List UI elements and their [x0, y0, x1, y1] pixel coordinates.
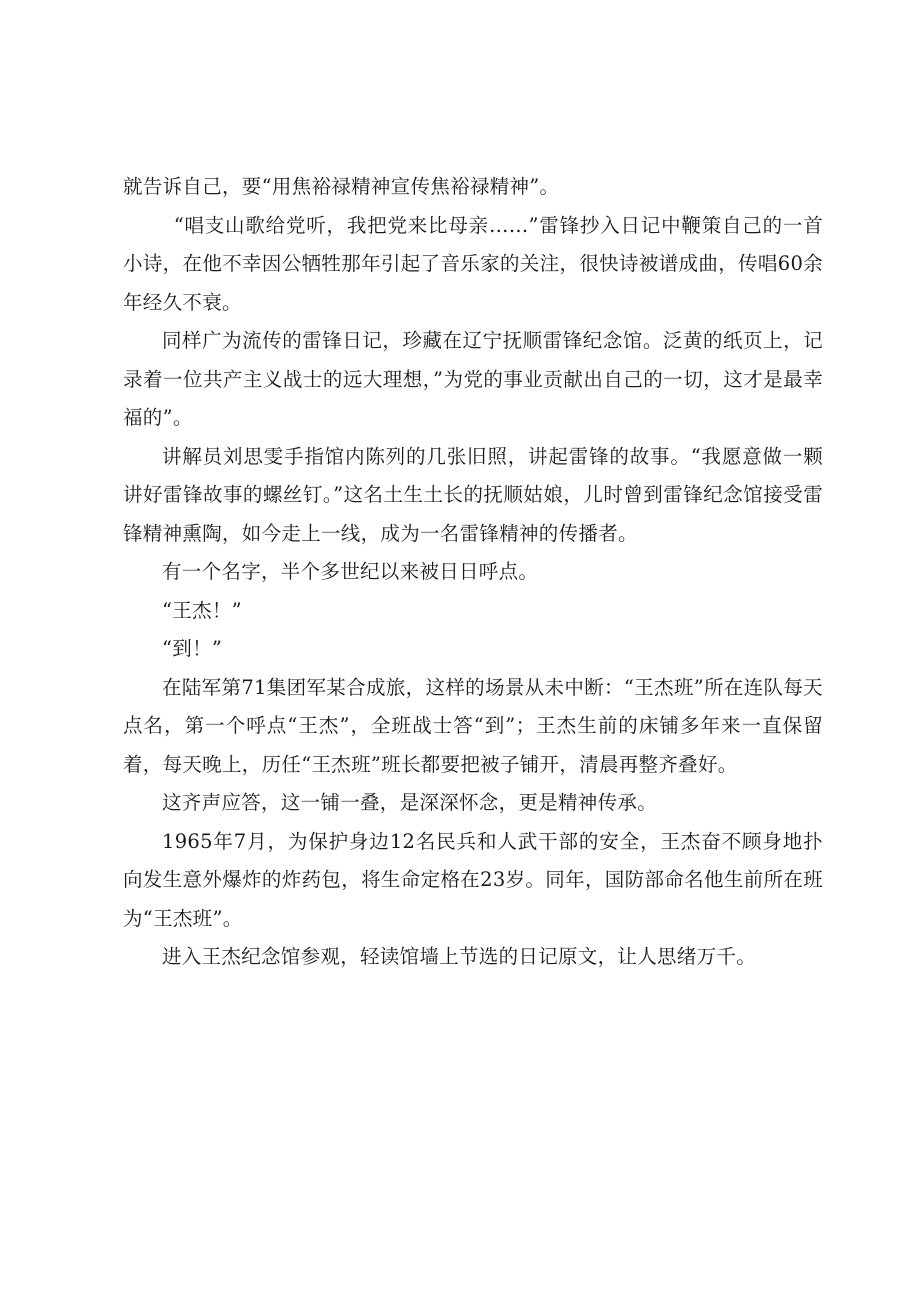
- paragraph-1965-sacrifice: 1965年7月，为保护身边12名民兵和人武干部的安全，王杰奋不顾身地扑向发生意外爆炸的炸药包，将生命定格在23岁。同年，国防部命名他生前所在班为“王杰班”。: [123, 829, 823, 930]
- paragraph-song-poem: “唱支山歌给党听，我把党来比母亲……”雷锋抄入日记中鞭策自己的一首小诗，在他不幸因公牺牲那年引起了音乐家的关注，很快诗被谱成曲，传唱60余年经久不衰。: [123, 213, 823, 314]
- paragraph-continuation: 就告诉自己，要“用焦裕禄精神宣传焦裕禄精神”。: [123, 175, 560, 198]
- paragraph-lei-feng-diary: 同样广为流传的雷锋日记，珍藏在辽宁抚顺雷锋纪念馆。泛黄的纸页上，记录着一位共产主义战士的远大理想，”为党的事业贡献出自己的一切，这才是最幸福的”。: [123, 329, 823, 429]
- paragraph-roll-call-scene: 在陆军第71集团军某合成旅，这样的场景从未中断：“王杰班”所在连队每天点名，第一个呼点“王杰”，全班战士答“到”；王杰生前的床铺多年来一直保留着，每天晚上，历任“王杰班”班长都要把被子铺开，清晨再整齐叠好。: [123, 675, 823, 776]
- paragraph-spirit-inheritance: 这齐声应答，这一铺一叠，是深深怀念，更是精神传承。: [162, 791, 658, 814]
- paragraph-guide-liu-siwen: 讲解员刘思雯手指馆内陈列的几张旧照，讲起雷锋的故事。“我愿意做一颗讲好雷锋故事的螺丝钉。”这名土生土长的抚顺姑娘，儿时曾到雷锋纪念馆接受雷锋精神熏陶，如今走上一线，成为一名雷锋精神的传播者。: [123, 444, 823, 545]
- paragraph-call-wang-jie: “王杰！”: [162, 598, 242, 622]
- article-body: [123, 168, 823, 977]
- paragraph-name-called: 有一个名字，半个多世纪以来被日日呼点。: [162, 560, 539, 583]
- paragraph-answer-present: “到！”: [162, 637, 223, 660]
- paragraph-memorial-visit: 进入王杰纪念馆参观，轻读馆墙上节选的日记原文，让人思绪万千。: [162, 945, 757, 968]
